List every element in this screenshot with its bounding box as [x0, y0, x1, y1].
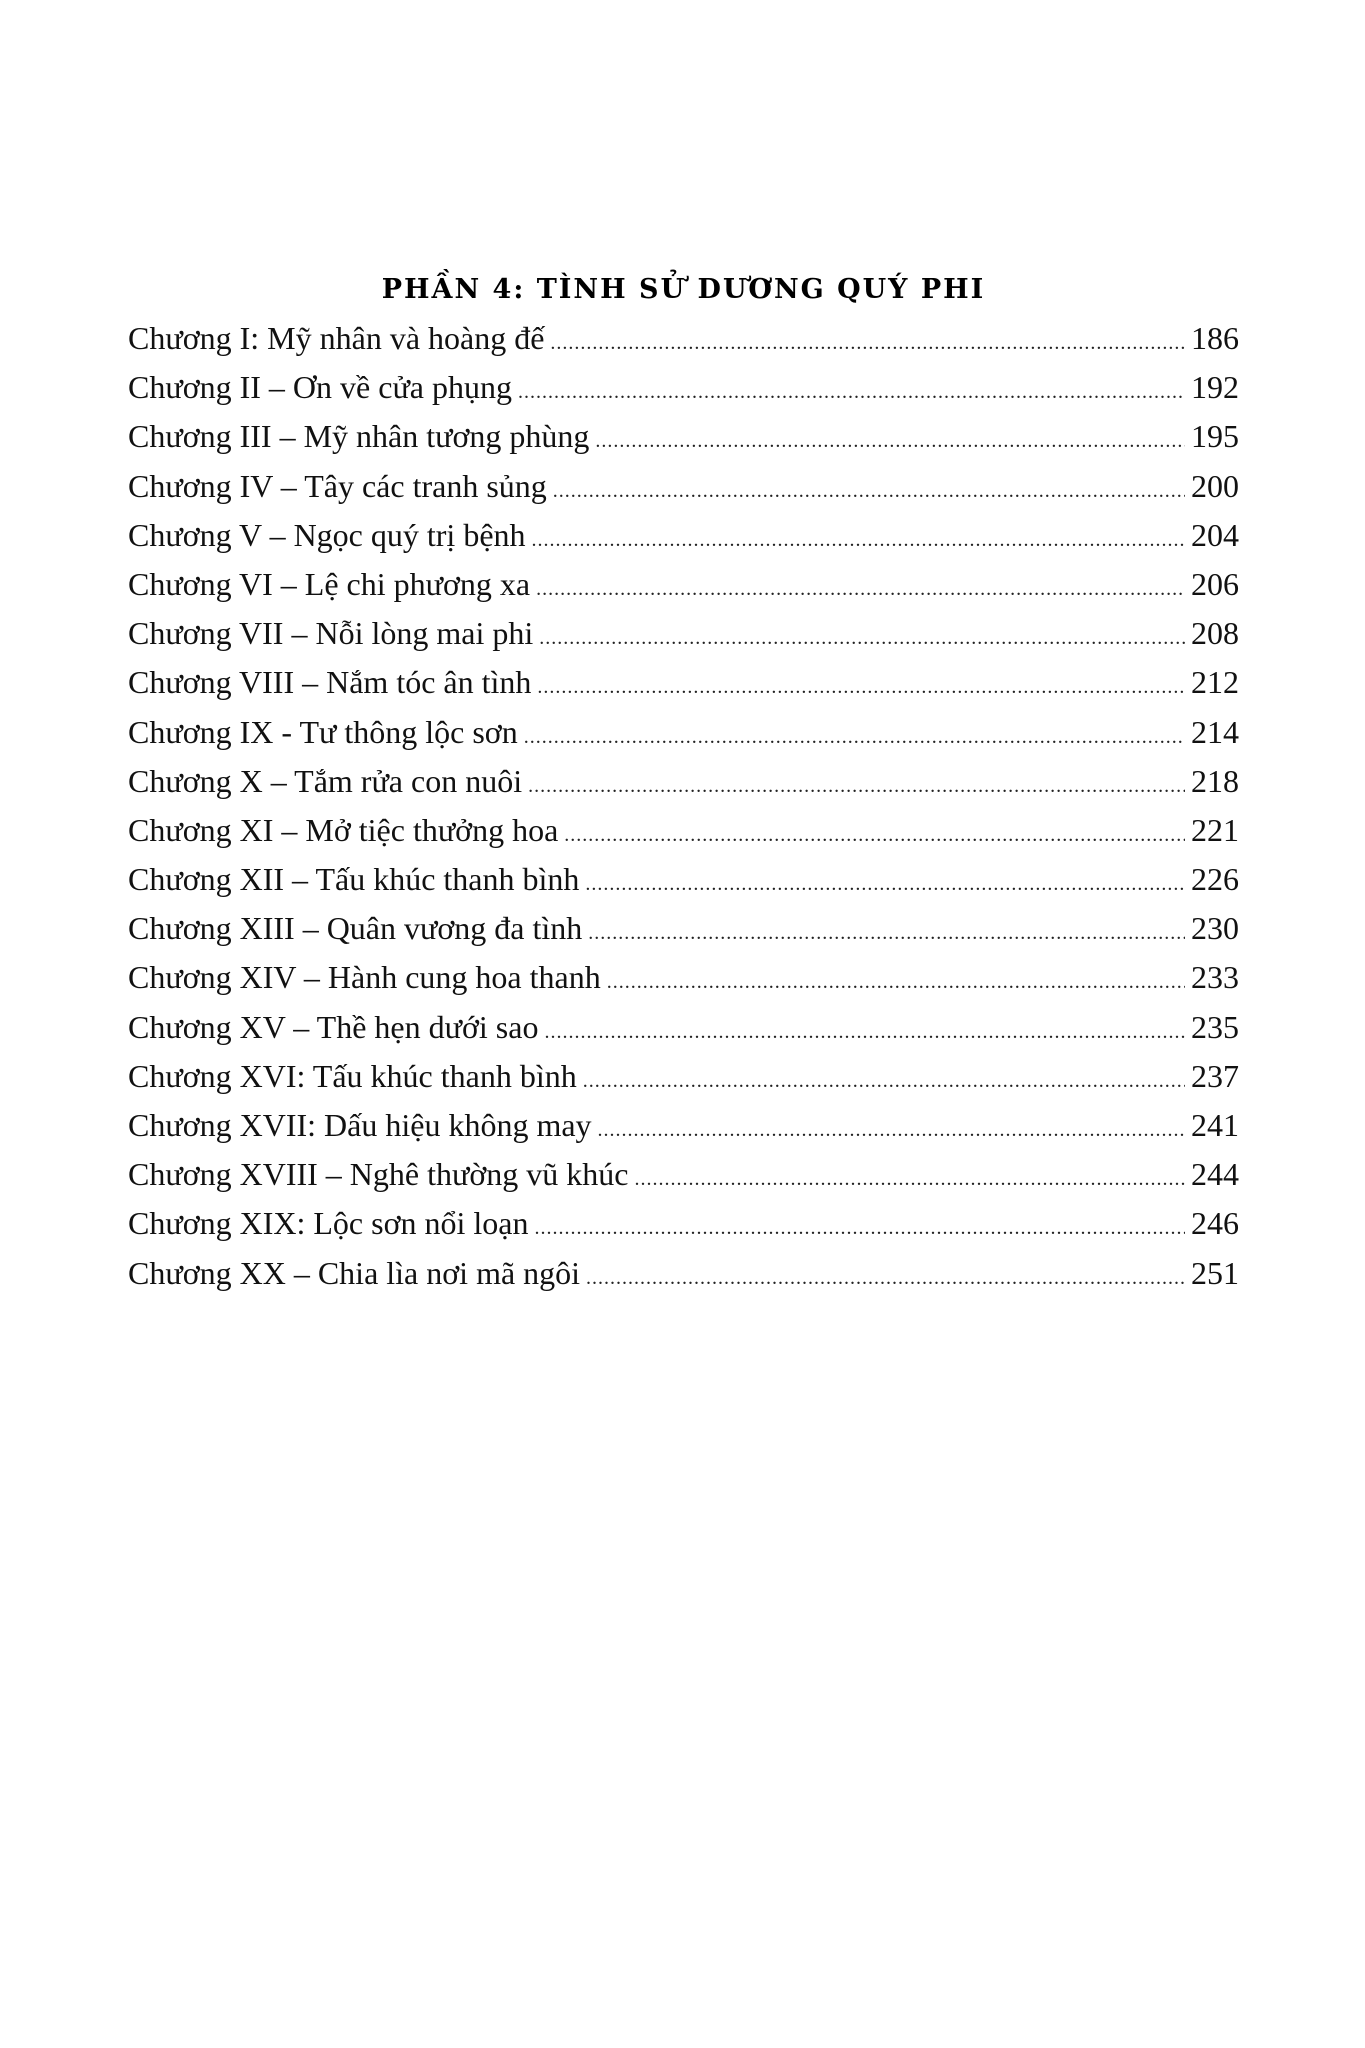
- toc-entry-title: Chương XII – Tấu khúc thanh bình: [128, 861, 580, 898]
- toc-entry[interactable]: [128, 1249, 1239, 1298]
- toc-entry-page-number: 208: [1191, 615, 1239, 652]
- toc-entry[interactable]: [128, 363, 1239, 412]
- toc-entry-page-number: 212: [1191, 664, 1239, 701]
- toc-entry[interactable]: [128, 462, 1239, 511]
- toc-entry-title: Chương XIX: Lộc sơn nổi loạn: [128, 1205, 529, 1242]
- toc-entry[interactable]: [128, 904, 1239, 953]
- dot-leader: [532, 516, 1185, 565]
- toc-entry[interactable]: [128, 855, 1239, 904]
- toc-entry-title: Chương VII – Nỗi lòng mai phi: [128, 615, 534, 652]
- toc-entry-page-number: 244: [1191, 1156, 1239, 1193]
- toc-entry-title: Chương IV – Tây các tranh sủng: [128, 467, 547, 504]
- toc-entry[interactable]: [128, 412, 1239, 461]
- dot-leader: [528, 762, 1185, 811]
- toc-entry-page-number: 204: [1191, 516, 1239, 553]
- toc-entry-title: Chương XIV – Hành cung hoa thanh: [128, 959, 601, 996]
- dot-leader: [537, 663, 1185, 712]
- toc-entry-title: Chương XVI: Tấu khúc thanh bình: [128, 1057, 577, 1094]
- toc-entry-title: Chương XVII: Dấu hiệu không may: [128, 1107, 592, 1143]
- table-of-contents: [128, 270, 1239, 1298]
- toc-entry-page-number: 230: [1191, 910, 1239, 947]
- toc-entry-title: Chương V – Ngọc quý trị bệnh: [128, 516, 526, 553]
- dot-leader: [536, 565, 1185, 614]
- toc-entry-title: Chương VI – Lệ chi phương xa: [128, 565, 531, 602]
- toc-entry-title: Chương III – Mỹ nhân tương phùng: [128, 418, 590, 455]
- toc-entry[interactable]: [128, 511, 1239, 560]
- toc-entry[interactable]: [128, 658, 1239, 707]
- toc-entry-page-number: 237: [1191, 1057, 1239, 1094]
- dot-leader: [586, 1254, 1185, 1303]
- dot-leader: [539, 614, 1185, 663]
- toc-entry[interactable]: [128, 1052, 1239, 1101]
- toc-entry[interactable]: [128, 560, 1239, 609]
- toc-entry-title: Chương VIII – Nắm tóc ân tình: [128, 664, 532, 701]
- toc-entry-page-number: 235: [1191, 1008, 1239, 1045]
- toc-heading: PHẦN 4: TÌNH SỬ DƯƠNG QUÝ PHI: [381, 274, 986, 305]
- toc-entry-title: Chương I: Mỹ nhân và hoàng đế: [128, 320, 545, 356]
- toc-entry-page-number: 241: [1191, 1107, 1239, 1143]
- toc-entry-page-number: 246: [1191, 1205, 1239, 1242]
- dot-leader: [553, 467, 1185, 516]
- toc-entry-title: Chương X – Tắm rửa con nuôi: [128, 762, 523, 799]
- toc-entry-page-number: 218: [1191, 762, 1239, 799]
- toc-entry[interactable]: [128, 609, 1239, 658]
- toc-entry-page-number: 251: [1191, 1254, 1239, 1291]
- dot-leader: [550, 319, 1185, 368]
- toc-entry[interactable]: [128, 806, 1239, 855]
- dot-leader: [595, 417, 1185, 466]
- toc-entry-title: Chương XVIII – Nghê thường vũ khúc: [128, 1156, 629, 1193]
- toc-entry[interactable]: [128, 953, 1239, 1002]
- dot-leader: [524, 713, 1185, 762]
- toc-entry[interactable]: [128, 314, 1239, 363]
- toc-entry-title: Chương IX - Tư thông lộc sơn: [128, 713, 518, 750]
- dot-leader: [588, 909, 1185, 958]
- toc-entry-page-number: 221: [1191, 811, 1239, 848]
- dot-leader: [534, 1204, 1185, 1253]
- toc-entry-page-number: 226: [1191, 861, 1239, 898]
- dot-leader: [607, 958, 1185, 1007]
- toc-entry-title: Chương XI – Mở tiệc thưởng hoa: [128, 811, 559, 848]
- dot-leader: [564, 811, 1185, 860]
- toc-entry-page-number: 192: [1191, 369, 1239, 406]
- dot-leader: [598, 1106, 1185, 1155]
- toc-entry-page-number: 214: [1191, 713, 1239, 750]
- toc-entry-page-number: 206: [1191, 565, 1239, 602]
- toc-entry-title: Chương XV – Thề hẹn dưới sao: [128, 1008, 539, 1045]
- dot-leader: [585, 860, 1185, 909]
- toc-list: [128, 314, 1239, 1298]
- toc-entry[interactable]: [128, 757, 1239, 806]
- toc-entry[interactable]: [128, 1101, 1239, 1150]
- toc-entry-page-number: 195: [1191, 418, 1239, 455]
- toc-entry-title: Chương XX – Chia lìa nơi mã ngôi: [128, 1254, 581, 1291]
- dot-leader: [518, 368, 1185, 417]
- toc-entry-page-number: 200: [1191, 467, 1239, 504]
- dot-leader: [544, 1008, 1185, 1057]
- toc-entry[interactable]: [128, 1199, 1239, 1248]
- toc-entry-title: Chương II – Ơn về cửa phụng: [128, 369, 512, 406]
- toc-entry-title: Chương XIII – Quân vương đa tình: [128, 910, 583, 947]
- toc-entry-page-number: 233: [1191, 959, 1239, 996]
- dot-leader: [634, 1155, 1185, 1204]
- toc-entry-page-number: 186: [1191, 320, 1239, 356]
- toc-entry[interactable]: [128, 1003, 1239, 1052]
- toc-entry[interactable]: [128, 708, 1239, 757]
- dot-leader: [583, 1057, 1185, 1106]
- toc-entry[interactable]: [128, 1150, 1239, 1199]
